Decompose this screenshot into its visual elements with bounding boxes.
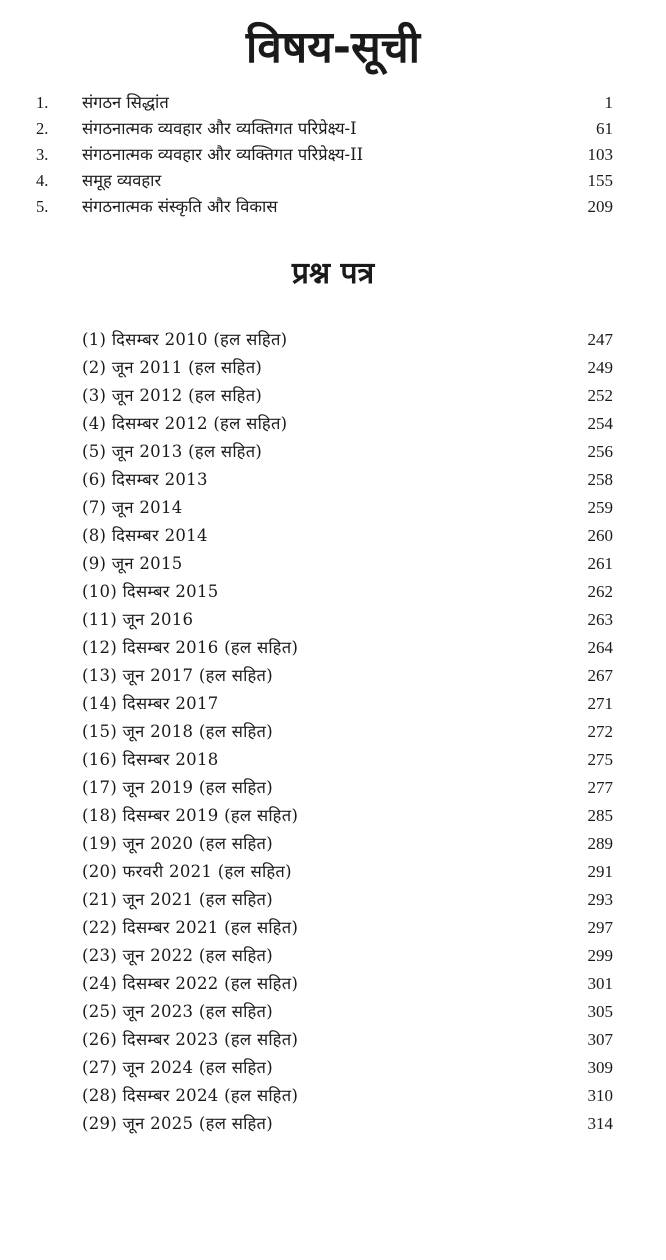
paper-row[interactable] — [0, 718, 666, 746]
chapter-row[interactable] — [0, 168, 666, 194]
page-number: 249 — [587, 358, 613, 377]
paper-title: (9) जून 2015 — [82, 554, 183, 573]
page-number: 275 — [587, 750, 613, 769]
paper-title: (16) दिसम्बर 2018 — [82, 750, 219, 769]
chapter-number: 3. — [36, 145, 49, 164]
chapter-row[interactable] — [0, 116, 666, 142]
paper-title: (10) दिसम्बर 2015 — [82, 582, 219, 601]
paper-row[interactable] — [0, 466, 666, 494]
page-number: 260 — [587, 526, 613, 545]
page-number: 155 — [587, 171, 613, 190]
paper-title: (28) दिसम्बर 2024 (हल सहित) — [82, 1086, 299, 1105]
page-number: 1 — [604, 93, 613, 112]
paper-row[interactable] — [0, 382, 666, 410]
page-number: 264 — [587, 638, 613, 657]
paper-row[interactable] — [0, 914, 666, 942]
paper-title: (14) दिसम्बर 2017 — [82, 694, 219, 713]
chapter-title: संगठनात्मक व्यवहार और व्यक्तिगत परिप्रेक्ष्य-II — [82, 145, 364, 164]
chapter-number: 4. — [36, 171, 49, 190]
page-number: 259 — [587, 498, 613, 517]
paper-title: (17) जून 2019 (हल सहित) — [82, 778, 273, 797]
page-number: 261 — [587, 554, 613, 573]
page-number: 252 — [587, 386, 613, 405]
paper-title: (25) जून 2023 (हल सहित) — [82, 1002, 273, 1021]
paper-row[interactable] — [0, 354, 666, 382]
chapter-title: संगठनात्मक संस्कृति और विकास — [82, 197, 278, 216]
paper-row[interactable] — [0, 942, 666, 970]
paper-row[interactable] — [0, 662, 666, 690]
page-number: 291 — [587, 862, 613, 881]
chapter-number: 1. — [36, 93, 49, 112]
paper-title: (29) जून 2025 (हल सहित) — [82, 1114, 273, 1133]
page-number: 297 — [587, 918, 613, 937]
page-number: 209 — [587, 197, 613, 216]
paper-title: (2) जून 2011 (हल सहित) — [82, 358, 263, 377]
paper-title: (21) जून 2021 (हल सहित) — [82, 890, 273, 909]
paper-title: (11) जून 2016 — [82, 610, 194, 629]
paper-row[interactable] — [0, 410, 666, 438]
paper-title: (3) जून 2012 (हल सहित) — [82, 386, 263, 405]
paper-title: (8) दिसम्बर 2014 — [82, 526, 208, 545]
paper-row[interactable] — [0, 634, 666, 662]
page-number: 272 — [587, 722, 613, 741]
paper-title: (22) दिसम्बर 2021 (हल सहित) — [82, 918, 299, 937]
chapter-title: संगठन सिद्धांत — [82, 93, 169, 112]
paper-title: (15) जून 2018 (हल सहित) — [82, 722, 273, 741]
section-title: प्रश्न पत्र — [291, 256, 375, 291]
chapter-title: समूह व्यवहार — [82, 171, 162, 190]
paper-title: (13) जून 2017 (हल सहित) — [82, 666, 273, 685]
paper-title: (20) फरवरी 2021 (हल सहित) — [82, 862, 292, 881]
chapter-number: 2. — [36, 119, 49, 138]
page-title: विषय-सूची — [245, 22, 421, 73]
page-number: 61 — [596, 119, 613, 138]
paper-row[interactable] — [0, 438, 666, 466]
page-number: 254 — [587, 414, 613, 433]
paper-row[interactable] — [0, 326, 666, 354]
paper-row[interactable] — [0, 886, 666, 914]
chapter-row[interactable] — [0, 90, 666, 116]
page-number: 293 — [587, 890, 613, 909]
page-number: 289 — [587, 834, 613, 853]
paper-row[interactable] — [0, 1082, 666, 1110]
paper-row[interactable] — [0, 550, 666, 578]
page-number: 258 — [587, 470, 613, 489]
paper-row[interactable] — [0, 690, 666, 718]
paper-row[interactable] — [0, 970, 666, 998]
paper-list — [0, 326, 666, 1138]
chapter-number: 5. — [36, 197, 49, 216]
paper-title: (6) दिसम्बर 2013 — [82, 470, 208, 489]
paper-title: (5) जून 2013 (हल सहित) — [82, 442, 263, 461]
paper-title: (7) जून 2014 — [82, 498, 183, 517]
paper-title: (26) दिसम्बर 2023 (हल सहित) — [82, 1030, 299, 1049]
paper-title: (27) जून 2024 (हल सहित) — [82, 1058, 273, 1077]
paper-row[interactable] — [0, 606, 666, 634]
page-number: 301 — [587, 974, 613, 993]
paper-title: (18) दिसम्बर 2019 (हल सहित) — [82, 806, 299, 825]
page-number: 267 — [587, 666, 613, 685]
paper-row[interactable] — [0, 830, 666, 858]
page-number: 277 — [587, 778, 613, 797]
page-number: 103 — [587, 145, 613, 164]
page-number: 307 — [587, 1030, 613, 1049]
paper-row[interactable] — [0, 802, 666, 830]
page-number: 310 — [587, 1086, 613, 1105]
paper-row[interactable] — [0, 858, 666, 886]
page-number: 271 — [587, 694, 613, 713]
paper-row[interactable] — [0, 998, 666, 1026]
paper-row[interactable] — [0, 522, 666, 550]
paper-title: (4) दिसम्बर 2012 (हल सहित) — [82, 414, 288, 433]
page-number: 305 — [587, 1002, 613, 1021]
page-number: 263 — [587, 610, 613, 629]
page-number: 247 — [587, 330, 613, 349]
paper-row[interactable] — [0, 1054, 666, 1082]
page-number: 285 — [587, 806, 613, 825]
paper-title: (12) दिसम्बर 2016 (हल सहित) — [82, 638, 299, 657]
paper-title: (24) दिसम्बर 2022 (हल सहित) — [82, 974, 299, 993]
page-number: 262 — [587, 582, 613, 601]
page-number: 309 — [587, 1058, 613, 1077]
chapter-title: संगठनात्मक व्यवहार और व्यक्तिगत परिप्रेक्ष्य-I — [82, 119, 357, 138]
paper-row[interactable] — [0, 1110, 666, 1138]
paper-title: (19) जून 2020 (हल सहित) — [82, 834, 273, 853]
paper-row[interactable] — [0, 1026, 666, 1054]
paper-title: (23) जून 2022 (हल सहित) — [82, 946, 273, 965]
chapter-row[interactable] — [0, 194, 666, 220]
page-number: 299 — [587, 946, 613, 965]
paper-row[interactable] — [0, 746, 666, 774]
page-number: 256 — [587, 442, 613, 461]
paper-row[interactable] — [0, 494, 666, 522]
paper-row[interactable] — [0, 774, 666, 802]
paper-title: (1) दिसम्बर 2010 (हल सहित) — [82, 330, 288, 349]
chapter-row[interactable] — [0, 142, 666, 168]
chapter-list — [0, 90, 666, 220]
paper-row[interactable] — [0, 578, 666, 606]
page-number: 314 — [587, 1114, 613, 1133]
